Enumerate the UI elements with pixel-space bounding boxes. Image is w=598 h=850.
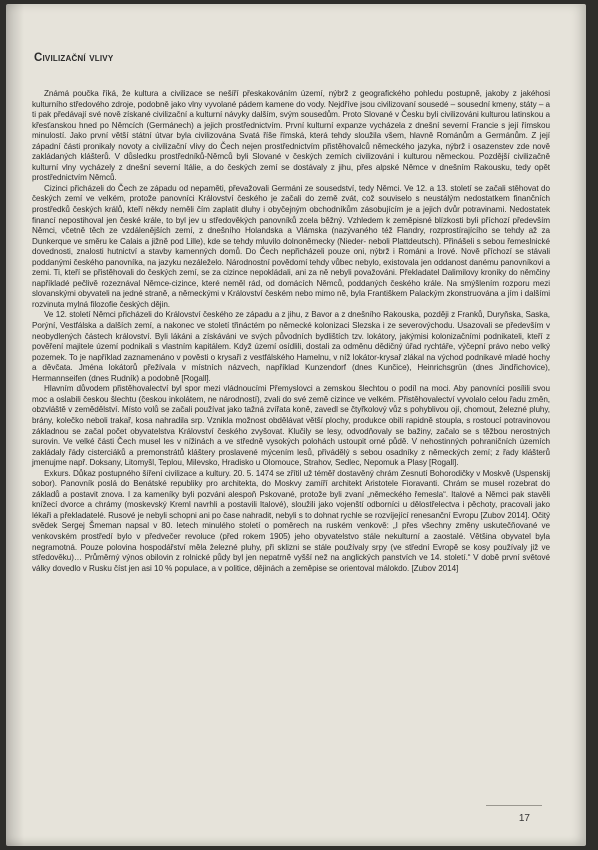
paragraph: Známá poučka říká, že kultura a civilizace se nešíří přeskakováním území, nýbrž z geografického pohledu postupně, jakoby z jakéhosi kulturního středového zdroje, podobně jako vlny vyvolané pádem kamene do vody. Nejdříve jsou civilizovaní sousedé – sousední kmeny, státy – a ti pak předávají své nově získané civilizační a kulturní návyky dalším, svým sousedům. Proto Slované v Česku byli civilizováni kulturou latinskou a křesťanskou hned po Němcích (Germánech) a jejich prostřednictvím. První kulturní expanze vycházela z dnešní severní Francie s její římskou minulostí. Jako první větší státní útvar byla civilizována Svatá říše římská, která tehdy sloužila všem, hlavně Románům a Germánům. Z její západní části pronikaly novoty a civilizační vlivy do Čech nejen prostřednictvím přistěhovalců německého jazyka, nýbrž i osazenstev zde nově zakládaných klášterů. V důsledku prostředníků-Němců byli Slované v českých zemích civilizováni i kulturou německou. Pozdější civilizačně kulturní vlny vycházely z dnešní severní Itálie, a do českých zemí se dostávaly z jihu, přes alpské Němce v dnešním Rakousku, tedy opět prostřednictvím Němců.: [32, 89, 550, 183]
page-number: 17: [518, 813, 530, 824]
paragraph: Ve 12. století Němci přicházeli do Království českého ze západu a z jihu, z Bavor a z dnešního Rakouska, později z Franků, Duryňska, Saska, Porýní, Vestfálska a dalších zemí, a nakonec ve století třináctém po německé kolonizaci Slezska i ze severovýchodu. Usazovali se především v neobydlených částech království. Byli lákáni a získáváni ve svých původních bydlištích tzv. lokátory, jakýmisi kolonizačními podnikateli, kteří z pověření majitele území podnikali s vlastním kapitálem. Když území osídlili, dostali za odměnu dědičný úřad rychtáře, výčepní právo nebo velký pozemek. To je například zaznamenáno v pověsti o krysaři z vestfálského Hamelnu, v níž lokátor-krysař zlákal na východ podnikavé mladé hochy a děvčata. Jména lokátorů přežívala v místních názvech, například Kunzendorf (dnes Kunčice), Heinrichsgrün (dnes Jindřichovice), Hermannseifen (dnes Rudník) a podobně [Rogall].: [32, 310, 550, 383]
paragraph: Exkurs. Důkaz postupného šíření civilizace a kultury. 20. 5. 1474 se zřítil už téměř dostavěný chrám Zesnutí Bohorodičky v Moskvě (Uspenskij sobor). Panovník poslá do Benátské republiky pro architekta, do Moskvy zamíří architekt Aristotele Fioravanti. Chrám se musel rozebrat do základů a postavit znova. I za kameníky byli pozváni alespoň Pskované, protože byli zvaní „německého řemesla“. Italové a Němci pak stavěli knížecí dvorce a chrámy (moskevský Kreml navrhli a postavili Italové), sloužili jako vojenští odborníci u dělostřelectva i pěchoty, pracovali jako lékaři a překladatelé. Rusové je nebyli schopni ani po čase nahradit, nebyli s to dohnat rychle se rozvíjející renesanční Evropu [Zubov 2014]. Očitý svědek Sergej Šmeman napsal v 80. letech minulého století o poměrech na ruském venkově: „I přes všechny změny uskutečňované ve venkovském prostředí bylo v předvečer revoluce (před rokem 1905) jeho obyvatelstvo stále nekulturní a zaostalé. Většina obyvatel byla negramotná. Pouze polovina hospodářství měla železné pluhy, při sklizni se stále používaly srpy (ve střední Evropě se kosy používaly již ve středověku)… Průměrný výnos obilovin z rolnické půdy byl jen nepatrně vyšší než na anglických panstvích ve 14. století.“ V době první světové války dovedlo v Rusku číst jen asi 10 % populace, a v politice, dějinách a zeměpise se orientoval málokdo. [Zubov 2014]: [32, 468, 550, 573]
body-text: [32, 89, 550, 574]
paragraph: Hlavním důvodem přistěhovalectví byl spor mezi vládnoucími Přemyslovci a zemskou šlechtou o podíl na moci. Aby panovníci posílili svou moc a oslabili českou šlechtu (českou inkolátem, ne národností), zvali do své země cizince ve velkém. Přistěhovalectví vyvolalo celou řadu změn, obzvláště v zemědělství. Místo volů se začali používat jako tažná zvířata koně, zavedl se čtyřkolový vůz s pohyblivou ojí, chomout, železné pluhy, brány, kolečko neboli trakař, kosa nahradila srp. Vznikla možnost obdělávat větší plochy, produkce obilí rapidně stoupla, s rostoucí potravinovou základnou se začal počet obyvatelstva Království českého zvyšovat. Klučily se lesy, odvodňovaly se bažiny, začalo se s těžbou nerostných surovin. Ve velké části Čech musel les v nížinách a ve středně vysokých polohách ustoupit orné půdě. V nehostinných pohraničních územích zakládaly řády cisterciáků a premonstrátů kláštery proslavené mýcením lesů, přivádělý s sebou osadníky z německých zemí; z řady klášterů jmenujme např. Doksany, Litomyšl, Teplou, Milevsko, Hradisko u Olomouce, Strahov, Sedlec, Nepomuk a Plasy [Rogall].: [32, 384, 550, 468]
page-number-rule: [486, 805, 542, 806]
section-heading: Civilizační vlivy: [34, 52, 114, 64]
paragraph: Cizinci přicházeli do Čech ze západu od nepaměti, převažovali Germáni ze sousedství, tedy Němci. Ve 12. a 13. století se začali stěhovat do českých zemí ve velkém, protože panovníci Království českého je začali do země zvát, což souviselo s neustálým nedostatkem finančních prostředků českých králů, kteří někdy neměli čím zaplatit dluhy i obyčejným obchodníkům zásobujícím je a jejich dvůr potravinami. Nedostatek financí nepostihoval jen české krále, to byl jev u středověkých panovníků zcela běžný. Vzhledem k zeměpisné blízkosti byli příchozí především Němci, včetně těch ze vzdálenějších zemí, z dnešního Holandska a Vlámska (nazývaného též Flandry, rozprostírajícího se tehdy až za Dunkerque ve směru ke Calais a jižně pod Lille), kde se tehdy mluvilo dolnoněmecky (Nieder- neboli Plattdeutsch). Přinášeli s sebou řemeslnické dovednosti, znalosti hutnictví a stavby kamenných domů. Do Čech nepřicházeli pouze oni, nýbrž i Románi a Irové. Nově příchozí se stávali poddanými českého panovníka, na jazyku nezáleželo. Národnostní povědomí tehdy vůbec nebylo, existovala jen oddanost danému panovníkovi a zemi. Ti, kteří se přistěhovali do českých zemí, se za cizince nepokládali, ani za ně nebyli považováni. Překladatel Dalimilovy kroniky do němčiny napříkladé pečlivě rozeznával Němce-cizince, které neměl rád, od domácích Němců, poddaných českého krále. Na smýšlením rozporu mezi slovanskými obyvateli na jedné straně, a německými v Království českém nebo mimo ně, byla Františkem Palackým zkonstruována a jím i dalšími rozvinuta mylná filozofie českých dějin.: [32, 183, 550, 309]
book-page: [6, 4, 586, 846]
